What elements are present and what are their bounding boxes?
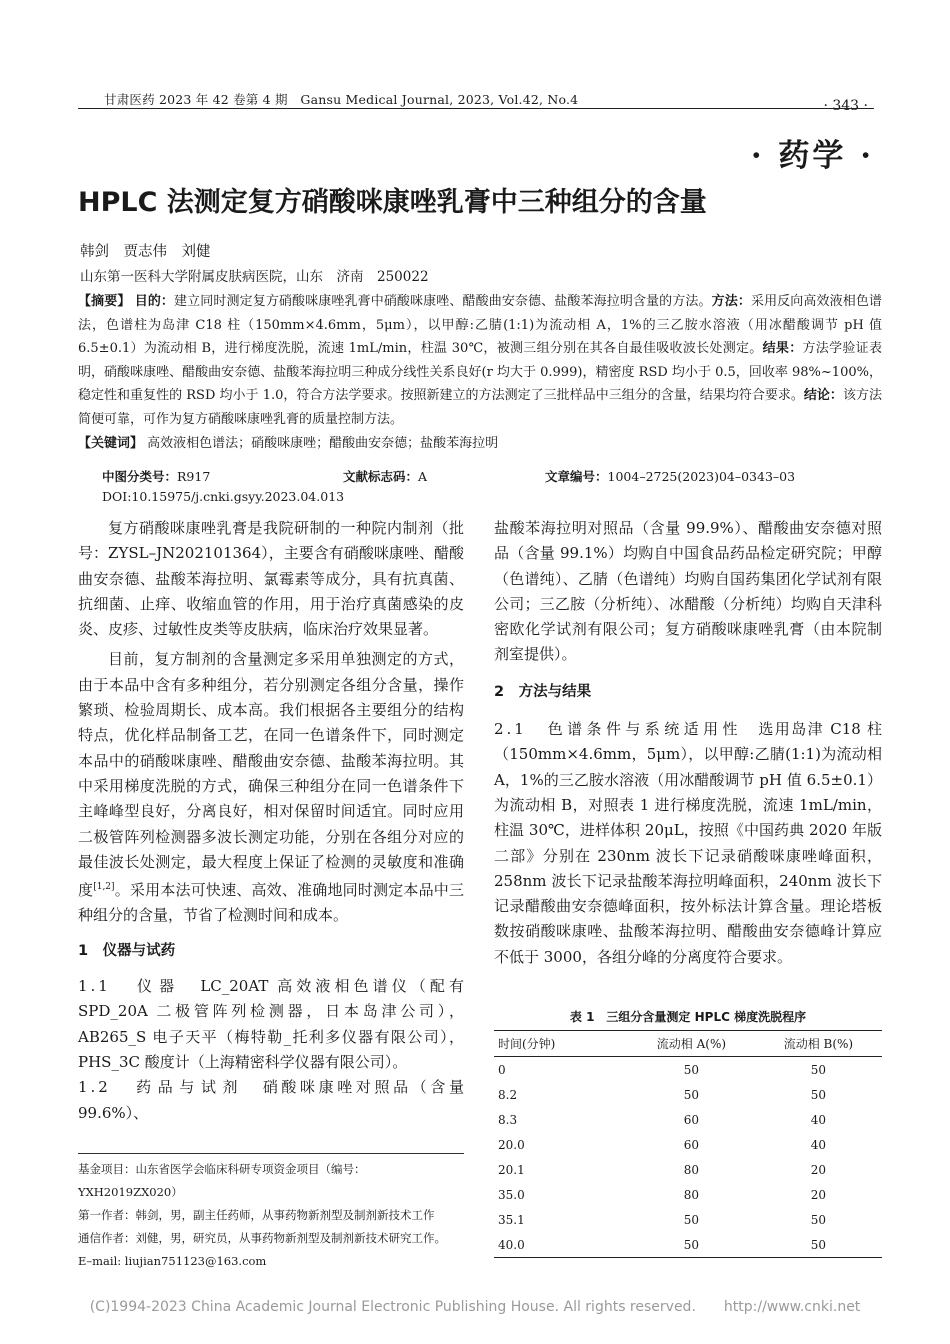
document-code: 文献标志码：A — [343, 469, 428, 484]
conclusion-text: 该方法简便可靠，可作为复方硝酸咪康唑乳膏的质量控制方法。 — [78, 388, 882, 427]
table-header-cell: 流动相 B(%) — [783, 1037, 854, 1051]
keywords — [78, 432, 882, 451]
page-number: · 343 · — [823, 98, 868, 114]
section-1-2: 1.2 药品与试剂 硝酸咪康唑对照品（含量 99.6%）、 — [78, 1078, 464, 1122]
table-row: 40.0 50 50 — [494, 1232, 882, 1258]
clc-number: 中图分类号：R917 — [102, 469, 211, 484]
results-text: 方法学验证表明，硝酸咪康唑、醋酸曲安奈德、盐酸苯海拉明三种成分线性关系良好(r 均大于 0.999)，精密度 RSD 均小于 0.5，回收率 98%~100%，稳定性和重复性的 RSD 均小于 1.0，符合方法学要求。按照新建立的方法测定了三批样品中三组分的含量，结果均符合要求。 — [78, 341, 882, 403]
intro-paragraph-2: 目前，复方制剂的含量测定多采用单独测定的方式，由于本品中含有多种组分，若分别测定各组分含量，操作繁琐、检验周期长、成本高。我们根据各主要组分的结构特点，优化样品制备工艺，在同一色谱条件下，同时测定本品中的硝酸咪康唑、醋酸曲安奈德、盐酸苯海拉明。其中采用梯度洗脱的方式，确保三种组分在同一色谱条件下主峰峰型良好，分离良好，相对保留时间适宜。同时应用二极管阵列检测器多波长测定功能，分别在各组分对应的最佳波长处测定，最大程度上保证了检测的灵敏度和准确度[1,2]。采用本法可快速、高效、准确地同时测定本品中三种组分的含量，节省了检测时间和成本。 — [78, 650, 464, 925]
table-row: 35.0 80 20 — [498, 1187, 827, 1202]
methods-label: 方法： — [711, 294, 751, 309]
table-row: 35.1 50 50 — [498, 1212, 827, 1227]
results-label: 结果： — [762, 341, 803, 356]
section-1-heading: 1 仪器与试药 — [78, 942, 176, 959]
keywords-text: 高效液相色谱法；硝酸咪康唑；醋酸曲安奈德；盐酸苯海拉明 — [147, 436, 499, 451]
email-note: E–mail: liujian751123@163.com — [78, 1254, 267, 1268]
intro-paragraph-1: 复方硝酸咪康唑乳膏是我院研制的一种院内制剂（批号：ZYSL–JN202101364），主要含有硝酸咪康唑、醋酸曲安奈德、盐酸苯海拉明、氯霉素等成分，具有抗真菌、抗细菌、止痒、收缩血管的作用，用于治疗真菌感染的皮炎、皮疹、过敏性皮类等皮肤病，临床治疗效果显著。 — [78, 519, 464, 639]
journal-header: 甘肃医药 2023 年 42 卷第 4 期 Gansu Medical Journal, 2023, Vol.42, No.4 — [104, 92, 579, 107]
table-header-cell: 时间(分钟) — [498, 1037, 556, 1051]
affiliation: 山东第一医科大学附属皮肤病医院，山东 济南 250022 — [80, 269, 429, 285]
section-tag: · 药学 · — [750, 138, 874, 174]
objective-label: 目的： — [134, 294, 175, 309]
keywords-label: 【关键词】 — [78, 436, 144, 451]
conclusion-label: 结论： — [803, 388, 843, 403]
copyright-footer: (C)1994-2023 China Academic Journal Electronic Publishing House. All rights reserved. http://www.cnki.net — [89, 1299, 861, 1315]
corresponding-author-note: 通信作者：刘健，男，研究员，从事药物新剂型及制剂新技术研究工作。 — [78, 1231, 446, 1245]
citation-ref: [1,2] — [93, 882, 115, 893]
table-row: 8.2 50 50 — [498, 1087, 827, 1102]
section-2-heading: 2 方法与结果 — [494, 683, 592, 700]
abstract-label: 【摘要】 — [78, 294, 131, 309]
table-1-caption: 表 1 三组分含量测定 HPLC 梯度洗脱程序 — [569, 1010, 807, 1024]
table-row: 20.0 60 40 — [498, 1137, 827, 1152]
methods-text: 采用反向高效液相色谱法，色谱柱为岛津 C18 柱（150mm×4.6mm，5μm），以甲醇:乙腈(1:1)为流动相 A，1%的三乙胺水溶液（用冰醋酸调节 pH 值 6.5±0.1）为流动相 B，进行梯度洗脱，流速 1mL/min，柱温 30℃，被测三组分别在其各自最佳吸收波长处测定。 — [78, 294, 882, 356]
authors: 韩剑 贾志伟 刘健 — [80, 244, 211, 260]
funding-note-cont: YXH2019ZX020） — [78, 1185, 183, 1199]
table-row: 8.3 60 40 — [498, 1112, 827, 1127]
section-2-1: 2.1 色谱条件与系统适用性 选用岛津 C18 柱（150mm×4.6mm，5μm），以甲醇:乙腈(1:1)为流动相 A，1%的三乙胺水溶液（用冰醋酸调节 pH 值 6.5±0.1）为流动相 B，对照表 1 进行梯度洗脱，流速 1mL/min，柱温 30℃，进样体积 20μL，按照《中国药典 2020 年版二部》分别在 230nm 波长下记录硝酸咪康唑峰面积，258nm 波长下记录盐酸苯海拉明峰面积，240nm 波长下记录醋酸曲安奈德峰面积，按外标法计算含量。理论塔板数按硝酸咪康唑、盐酸苯海拉明、醋酸曲安奈德峰计算应不低于 3000，各组分峰的分离度符合要求。 — [494, 720, 882, 966]
right-column — [494, 516, 882, 970]
table-1 — [494, 1030, 882, 1258]
objective-text: 建立同时测定复方硝酸咪康唑乳膏中硝酸咪康唑、醋酸曲安奈德、盐酸苯海拉明含量的方法。 — [174, 294, 712, 309]
footnote-rule — [78, 1153, 464, 1154]
reagents-paragraph: 盐酸苯海拉明对照品（含量 99.9%）、醋酸曲安奈德对照品（含量 99.1%）均购自中国食品药品检定研究院；甲醇（色谱纯）、乙腈（色谱纯）均购自国药集团化学试剂有限公司；三乙胺（分析纯）、冰醋酸（分析纯）均购自天津科密欧化学试剂有限公司；复方硝酸咪康唑乳膏（由本院制剂室提供）。 — [494, 519, 882, 664]
footnotes — [78, 1158, 468, 1273]
funding-note: 基金项目：山东省医学会临床科研专项资金项目（编号： — [78, 1162, 366, 1176]
section-1-1: 1.1 仪器 LC_20AT 高效液相色谱仪（配有 SPD_20A 二极管阵列检测器，日本岛津公司），AB265_S 电子天平（梅特勒_托利多仪器有限公司），PHS_3C 酸度计（上海精密科学仪器有限公司）。 — [78, 977, 464, 1071]
table-row: 0 50 50 — [498, 1062, 827, 1077]
article-number: 文章编号：1004–2725(2023)04–0343–03 — [545, 469, 796, 484]
article-title: HPLC 法测定复方硝酸咪康唑乳膏中三种组分的含量 — [78, 187, 707, 218]
header-rule — [78, 108, 874, 109]
table-header-cell: 流动相 A(%) — [656, 1037, 727, 1051]
table-row: 20.1 80 20 — [498, 1162, 827, 1177]
left-column — [78, 516, 464, 1126]
abstract — [78, 290, 882, 431]
table-header-row — [494, 1031, 882, 1057]
first-author-note: 第一作者：韩剑，男，副主任药师，从事药物新剂型及制剂新技术工作 — [78, 1208, 435, 1222]
doi: DOI:10.15975/j.cnki.gsyy.2023.04.013 — [102, 489, 345, 504]
